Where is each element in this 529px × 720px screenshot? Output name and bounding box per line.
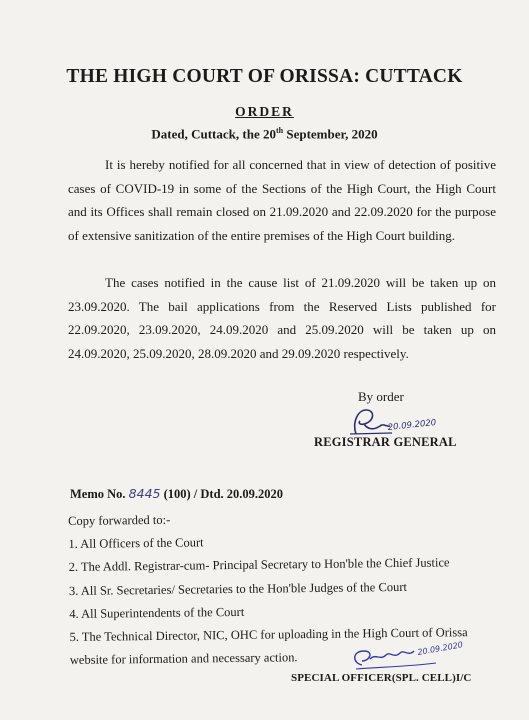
special-signature-date: 20.09.2020 [416, 640, 464, 657]
list-item-continuation: website for information and necessary action. [69, 650, 298, 668]
paragraph-2 [68, 271, 496, 365]
dated-suffix: September, 2020 [283, 126, 378, 142]
copy-forwarded-label: Copy forwarded to:- [68, 512, 171, 528]
paragraph-1-text: It is hereby notified for all concerned that in view of detection of positive cases of COVID-19 in some of the Sections of the High Court, the High Court and its Offices shall remain closed on 21.09.2020 and 22.09.2020 for the purpose of extensive sanitization of the entire premises of the High Court building. [68, 157, 496, 243]
registrar-signature [330, 404, 440, 438]
registrar-signature-date: 20.09.2020 [387, 417, 437, 433]
order-heading: ORDER [235, 104, 294, 119]
list-item: 5. The Technical Director, NIC, OHC for uploading in the High Court of Orissa [69, 625, 468, 644]
list-item: 4. All Superintendents of the Court [69, 604, 245, 621]
dated-line [0, 126, 529, 142]
list-item: 2. The Addl. Registrar-cum- Principal Secretary to Hon'ble the Chief Justice [68, 555, 450, 575]
memo-number: 8445 [128, 486, 161, 501]
special-officer: SPECIAL OFFICER(SPL. CELL)I/C [291, 672, 472, 684]
dated-prefix: Dated, Cuttack, the 20 [151, 126, 276, 142]
memo-suffix: (100) / Dtd. 20.09.2020 [163, 487, 284, 501]
by-order-label: By order [358, 389, 404, 404]
memo-line [70, 486, 283, 502]
registrar-general: REGISTRAR GENERAL [314, 435, 457, 449]
paragraph-1 [68, 153, 496, 247]
court-title: THE HIGH COURT OF ORISSA: CUTTACK [66, 66, 463, 87]
special-officer-signature [344, 639, 474, 675]
list-item: 1. All Officers of the Court [68, 535, 204, 552]
dated-ordinal: th [275, 126, 284, 135]
paragraph-2-text: The cases notified in the cause list of 21.09.2020 will be taken up on 23.09.2020. The bail applications from the Reserved Lists published for 22.09.2020, 23.09.2020, 24.09.2020 and 25.09.2020 will be taken up on 24.09.2020, 25.09.2020, 28.09.2020 and 29.09.2020 respectively. [68, 275, 496, 361]
list-item: 3. All Sr. Secretaries/ Secretaries to the Hon'ble Judges of the Court [68, 579, 407, 598]
memo-prefix: Memo No. [70, 487, 126, 501]
